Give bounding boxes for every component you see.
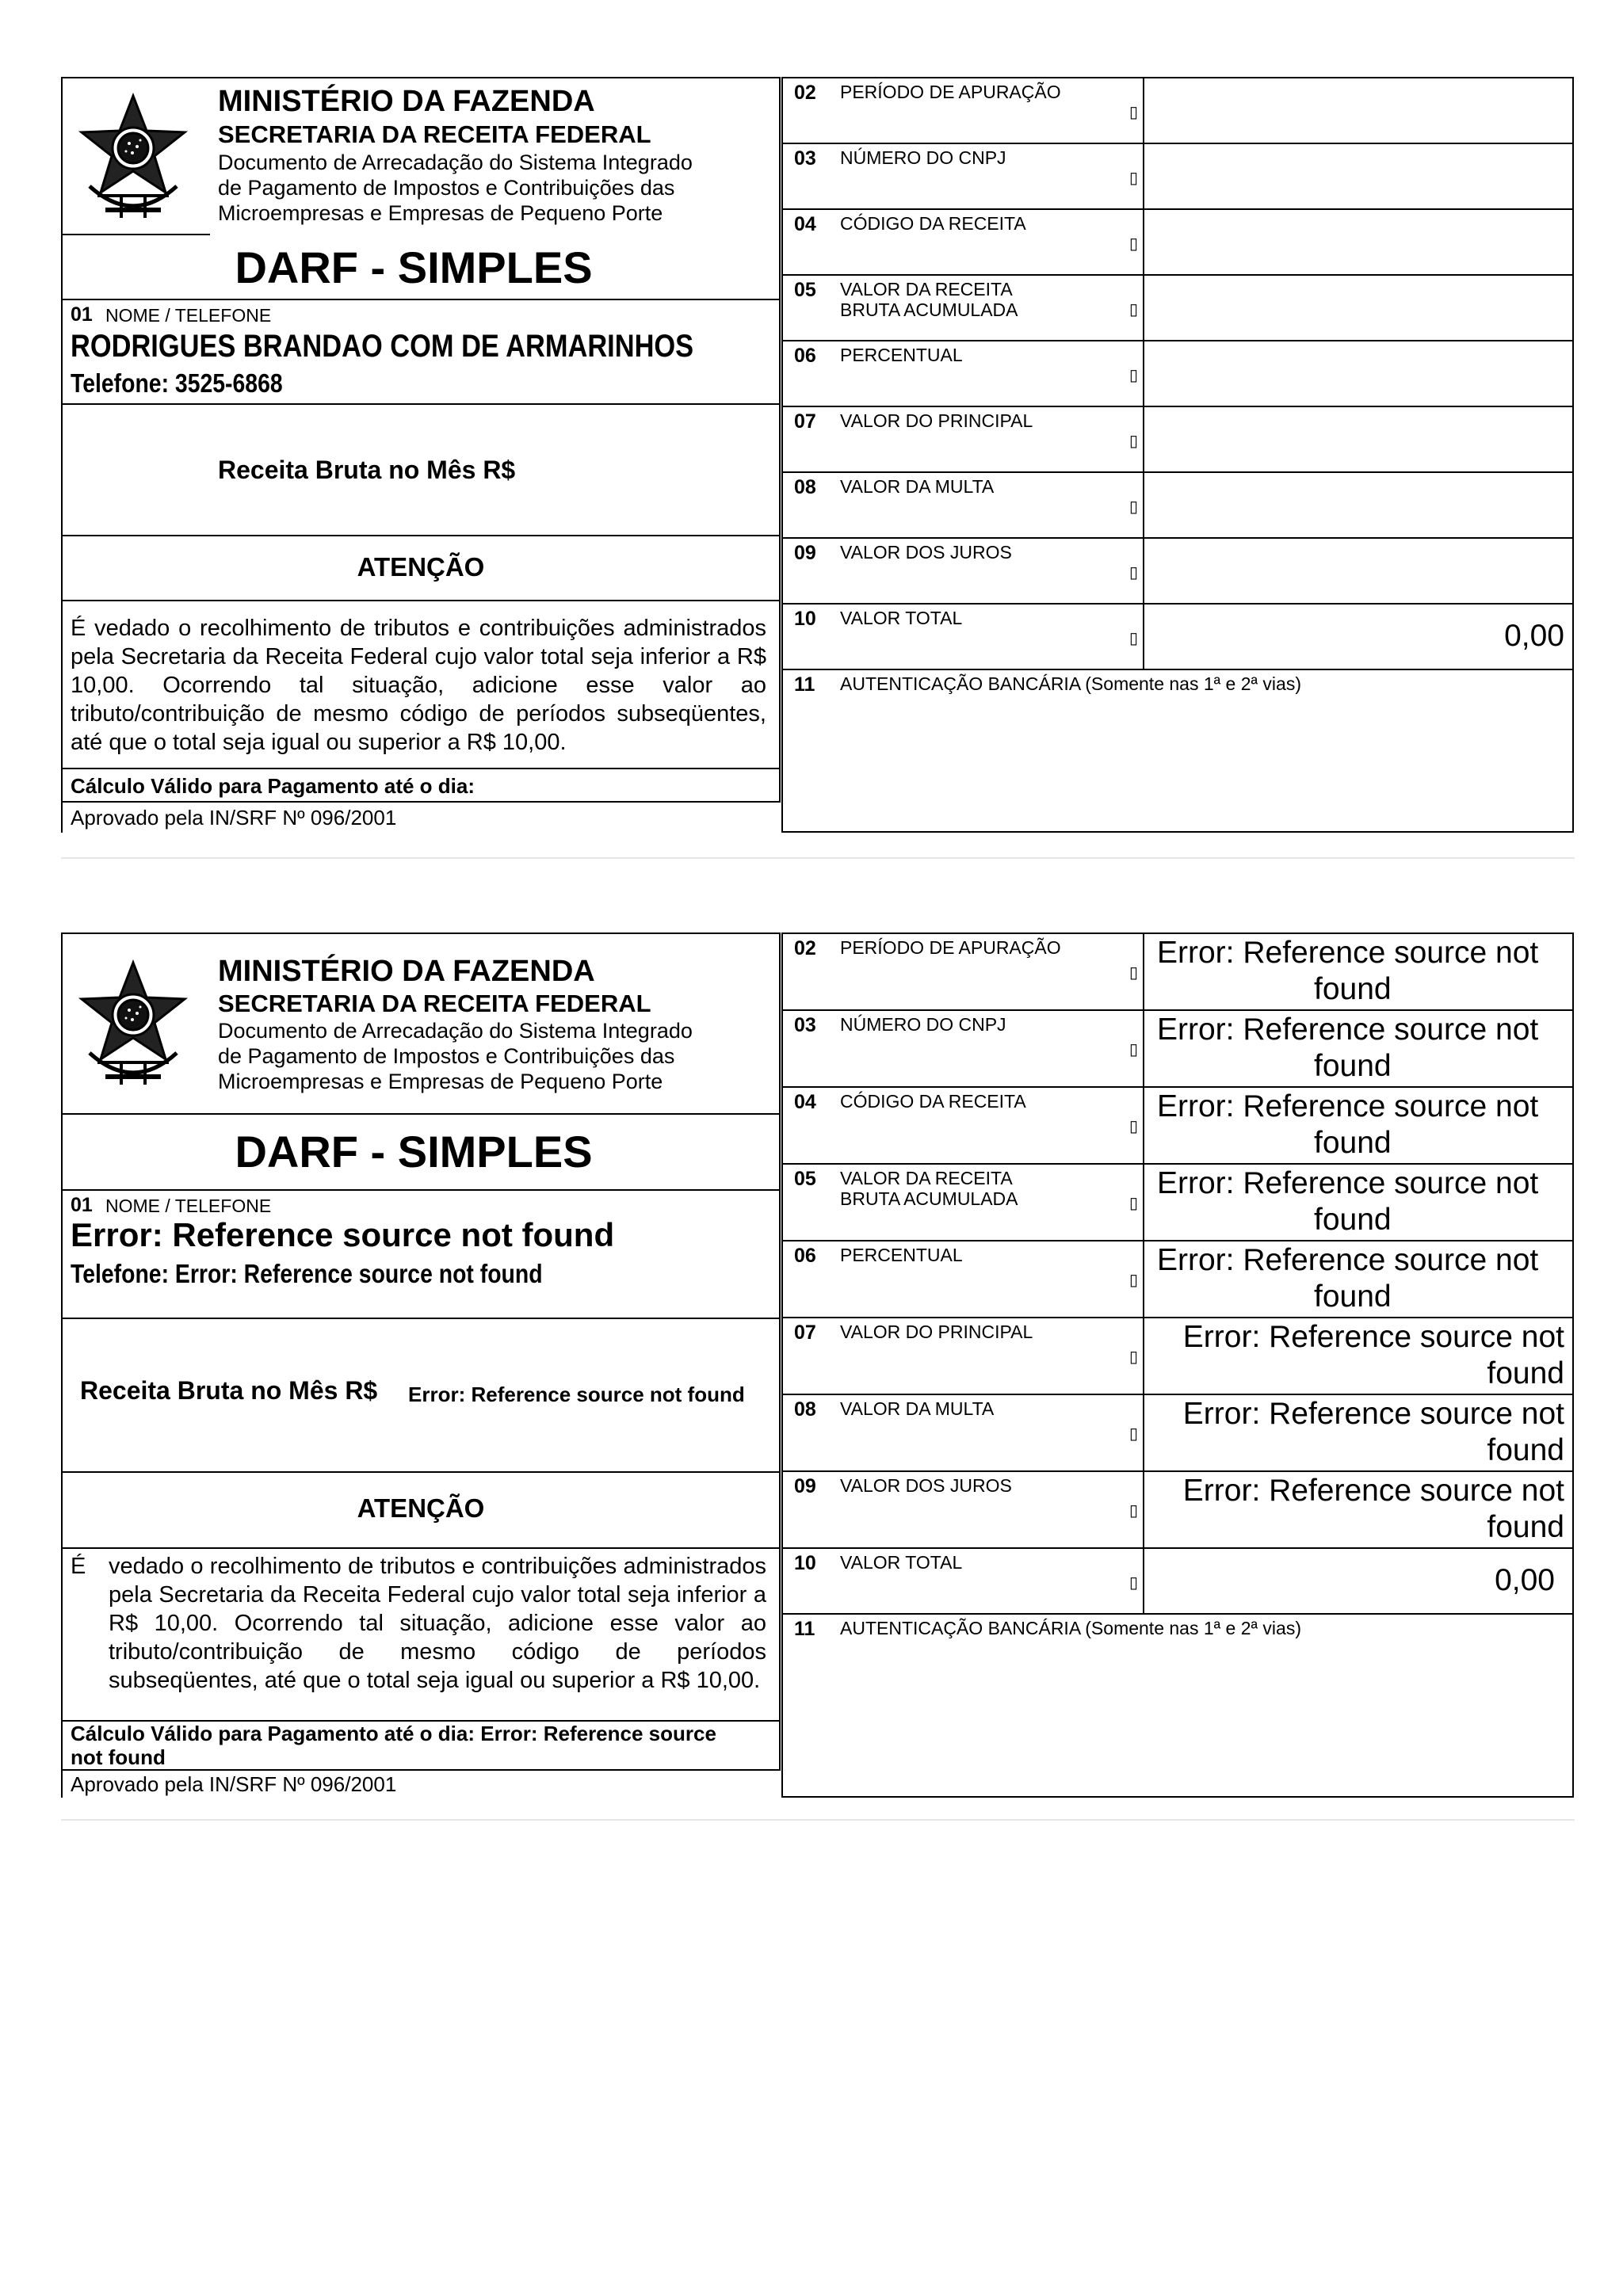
field-06-label: PERCENTUAL [840,1245,963,1265]
secretaria-title: SECRETARIA DA RECEITA FEDERAL [218,990,651,1017]
field-10 [783,1549,1572,1615]
darf-title: DARF - SIMPLES [235,1127,593,1177]
field-05-label-1: VALOR DA RECEITA [840,279,1013,299]
doc-line-1: Documento de Arrecadação do Sistema Integrado [218,151,693,174]
left-column [61,77,781,833]
field-07-marker-icon: ▯ [1129,1348,1139,1366]
field-08-label: VALOR DA MULTA [840,476,995,497]
field-08-number: 08 [794,1398,816,1421]
field-07-label: VALOR DO PRINCIPAL [840,410,1033,431]
darf-title: DARF - SIMPLES [235,242,593,292]
field-09-label: VALOR DOS JUROS [840,1475,1012,1496]
atencao-title: ATENÇÃO [357,1493,485,1523]
field-02-marker-icon: ▯ [1129,964,1139,982]
field-04 [783,1088,1572,1165]
aviso-text: É vedado o recolhimento de tributos e contribuições administrados pela Secretaria da Receita Federal cujo valor total seja inferior a R$ 10,00. Ocorrendo tal situação, adicione esse valor ao tributo/contribuição de mesmo código de períodos subseqüentes, até que o total seja igual ou superior a R$ 10,00. [71,616,766,755]
field-02 [783,78,1572,144]
calculo-value-2: not found [71,1745,166,1769]
field-09-value-line-2: found [1487,1510,1564,1544]
field-08-value-line-2: found [1487,1433,1564,1467]
field-09 [783,539,1572,605]
field-10-marker-icon: ▯ [1129,1574,1139,1592]
doc-line-3: Microempresas e Empresas de Pequeno Porte [218,201,663,225]
right-column-2 [781,933,1574,1798]
field-08-number: 08 [794,476,816,498]
field-08-marker-icon: ▯ [1129,1425,1139,1443]
brasao-icon [74,958,193,1091]
separator-2 [61,1819,1575,1821]
nome-value: RODRIGUES BRANDAO COM DE ARMARINHOS [71,329,694,364]
field-07 [783,1318,1572,1395]
field-03-marker-icon: ▯ [1129,170,1139,187]
field-02-label: PERÍODO DE APURAÇÃO [840,82,1061,102]
doc-line-1: Documento de Arrecadação do Sistema Integrado [218,1019,693,1043]
field-07-value-line-2: found [1487,1356,1564,1390]
field-10-value-cell [1143,605,1572,669]
field-05 [783,276,1572,341]
field-07-label: VALOR DO PRINCIPAL [840,1322,1033,1342]
calculo-label [71,1722,716,1746]
field-10-number: 10 [794,608,816,630]
field-02-number: 02 [794,82,816,104]
field-11 [783,1615,1572,1796]
nome-value: Error: Reference source not found [71,1216,615,1253]
field-03-label: NÚMERO DO CNPJ [840,147,1006,168]
field-10 [783,605,1572,670]
field-08-label: VALOR DA MULTA [840,1398,995,1419]
field-08 [783,473,1572,539]
field-10-label: VALOR TOTAL [840,608,963,628]
aviso-text: vedado o recolhimento de tributos e contribuições administrados pela Secretaria da Receita Federal cujo valor total seja inferior a R$ 10,00. Ocorrendo tal situação, adicione esse valor ao tributo/contribuição de mesmo código de períodos subseqüentes, até que o total seja igual ou superior a R$ 10,00. [109,1554,766,1693]
darf-form-1 [61,77,1575,833]
receita-bruta-value: Error: Reference source not found [408,1383,745,1406]
field-11-number: 11 [794,673,815,696]
field-04-number: 04 [794,1091,816,1113]
receita-bruta-label: Receita Bruta no Mês R$ [80,1376,378,1405]
doc-line-2: de Pagamento de Impostos e Contribuições das [218,1044,675,1068]
field-03-number: 03 [794,1014,816,1036]
field-09-value-line-1: Error: Reference source not [1182,1474,1564,1508]
field-06-label: PERCENTUAL [840,345,963,365]
field-11 [783,670,1572,831]
field-02-label: PERÍODO DE APURAÇÃO [840,937,1061,958]
field-06-marker-icon: ▯ [1129,367,1139,384]
secretaria-title: SECRETARIA DA RECEITA FEDERAL [218,120,651,148]
field-11-number: 11 [794,1618,815,1640]
ministerio-title: MINISTÉRIO DA FAZENDA [218,85,595,118]
field-10-number: 10 [794,1552,816,1574]
field-04-label: CÓDIGO DA RECEITA [840,213,1026,234]
ministerio-title: MINISTÉRIO DA FAZENDA [218,955,595,988]
field-06-number: 06 [794,1245,816,1267]
aprovado-label: Aprovado pela IN/SRF Nº 096/2001 [71,1772,397,1796]
field-03-value-cell [1143,144,1572,208]
aprovado-label: Aprovado pela IN/SRF Nº 096/2001 [71,806,397,830]
atencao-title: ATENÇÃO [357,552,485,582]
field-06-value-line-2: found [1314,1280,1392,1314]
field-03 [783,1011,1572,1088]
field-05 [783,1165,1572,1241]
valor-total-value: 0,00 [1504,619,1564,653]
field-11-label: AUTENTICAÇÃO BANCÁRIA (Somente nas 1ª e 2ª vias) [840,673,1301,694]
field-05-value-cell [1143,276,1572,340]
field-04-value-line-2: found [1314,1126,1392,1160]
darf-form-2 [61,933,1575,1798]
field-05-label-2: BRUTA ACUMULADA [840,1188,1018,1209]
field-03-value-line-2: found [1314,1049,1392,1083]
field-07-number: 07 [794,410,816,433]
field-01-number: 01 [71,303,93,326]
field-05-value-cell [1143,1165,1572,1240]
field-08-value-cell [1143,1395,1572,1470]
field-03-number: 03 [794,147,816,170]
field-02-value-line-1: Error: Reference source not [1157,936,1539,970]
field-04-value-cell [1143,210,1572,274]
field-09-value-cell [1143,1472,1572,1547]
field-09-label: VALOR DOS JUROS [840,542,1012,563]
field-04-value-cell [1143,1088,1572,1163]
field-02-value-line-2: found [1314,972,1392,1006]
field-08-value-line-1: Error: Reference source not [1182,1397,1564,1431]
field-06-value-line-1: Error: Reference source not [1157,1243,1539,1277]
field-04-marker-icon: ▯ [1129,1118,1139,1135]
field-03-marker-icon: ▯ [1129,1041,1139,1058]
field-06-value-cell [1143,341,1572,406]
field-02-value-cell [1143,934,1572,1009]
field-04 [783,210,1572,276]
field-09-marker-icon: ▯ [1129,1502,1139,1520]
left-column-2 [61,933,781,1798]
telefone-value: Telefone: 3525-6868 [71,368,283,398]
field-02 [783,934,1572,1011]
field-05-number: 05 [794,279,816,301]
field-01-label: NOME / TELEFONE [105,305,272,326]
field-05-label-1: VALOR DA RECEITA [840,1168,1013,1188]
field-09-marker-icon: ▯ [1129,564,1139,582]
field-05-label-2: BRUTA ACUMULADA [840,299,1018,320]
brasao-icon [74,91,193,224]
field-04-marker-icon: ▯ [1129,235,1139,253]
field-03-value-line-1: Error: Reference source not [1157,1013,1539,1047]
field-08-value-cell [1143,473,1572,537]
field-01-number: 01 [71,1194,93,1216]
doc-line-2: de Pagamento de Impostos e Contribuições das [218,176,675,200]
field-04-label: CÓDIGO DA RECEITA [840,1091,1026,1112]
field-09-number: 09 [794,542,816,564]
field-09-number: 09 [794,1475,816,1497]
aviso-first-word: É [71,1554,86,1579]
field-06 [783,1241,1572,1318]
doc-line-3: Microempresas e Empresas de Pequeno Porte [218,1070,663,1093]
calculo-value: Error: Reference source [480,1722,716,1745]
field-09-value-cell [1143,539,1572,603]
field-07-value-cell [1143,407,1572,471]
field-05-marker-icon: ▯ [1129,1195,1139,1212]
field-07-value-line-1: Error: Reference source not [1182,1320,1564,1354]
field-10-value-cell [1143,1549,1572,1613]
receita-bruta-label: Receita Bruta no Mês R$ [218,456,516,484]
separator-1 [61,857,1575,859]
field-05-value-line-2: found [1314,1203,1392,1237]
field-08-marker-icon: ▯ [1129,498,1139,516]
telefone-value: Telefone: Error: Reference source not found [71,1259,543,1288]
field-07-marker-icon: ▯ [1129,433,1139,450]
field-06-marker-icon: ▯ [1129,1272,1139,1289]
field-08 [783,1395,1572,1472]
field-01-label: NOME / TELEFONE [105,1196,272,1216]
calculo-label: Cálculo Válido para Pagamento até o dia: [71,774,475,798]
field-02-number: 02 [794,937,816,959]
field-07 [783,407,1572,473]
field-02-marker-icon: ▯ [1129,104,1139,121]
field-03 [783,144,1572,210]
field-03-label: NÚMERO DO CNPJ [840,1014,1006,1035]
field-02-value-cell [1143,78,1572,143]
right-column [781,77,1574,833]
field-10-label: VALOR TOTAL [840,1552,963,1573]
field-11-label: AUTENTICAÇÃO BANCÁRIA (Somente nas 1ª e 2ª vias) [840,1618,1301,1638]
field-05-value-line-1: Error: Reference source not [1157,1166,1539,1200]
field-06-number: 06 [794,345,816,367]
field-07-number: 07 [794,1322,816,1344]
calculo-label-text: Cálculo Válido para Pagamento até o dia: [71,1722,475,1745]
valor-total-value: 0,00 [1495,1563,1555,1597]
field-03-value-cell [1143,1011,1572,1086]
field-05-number: 05 [794,1168,816,1190]
field-06-value-cell [1143,1241,1572,1317]
field-04-number: 04 [794,213,816,235]
field-09 [783,1472,1572,1549]
field-07-value-cell [1143,1318,1572,1394]
field-06 [783,341,1572,407]
field-05-marker-icon: ▯ [1129,301,1139,318]
field-04-value-line-1: Error: Reference source not [1157,1089,1539,1123]
field-10-marker-icon: ▯ [1129,630,1139,647]
